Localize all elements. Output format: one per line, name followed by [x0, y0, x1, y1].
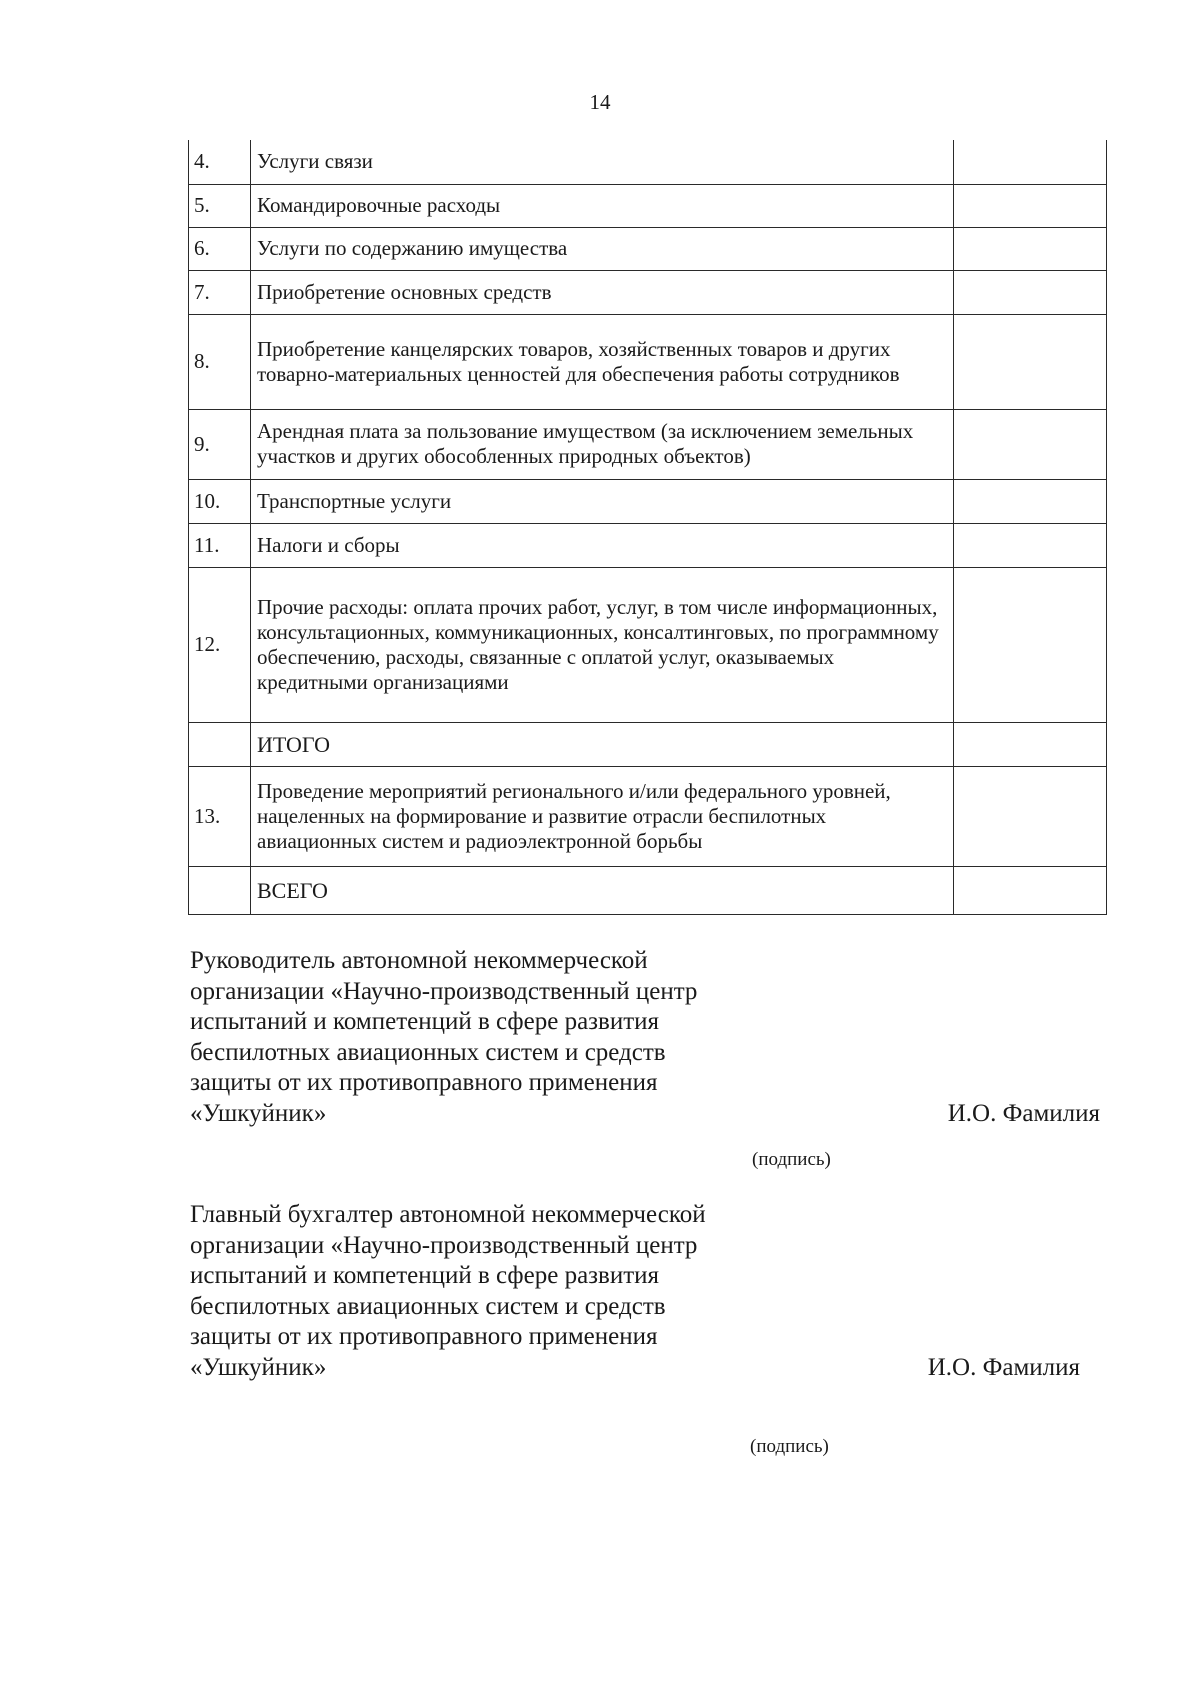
row-number — [189, 866, 251, 914]
accountant-title: Главный бухгалтер автономной некоммерческой организации «Научно-производственный центр испытаний и компетенций в сфере развития беспилотных авиационных систем и средств защиты от их противоправного применения «Ушкуйник» — [190, 1201, 706, 1381]
row-name: Проведение мероприятий регионального и/или федерального уровней, нацеленных на формирование и развитие отрасли беспилотных авиационных систем и радиоэлектронной борьбы — [251, 766, 954, 866]
row-number: 5. — [189, 184, 251, 227]
table-row — [189, 866, 1107, 914]
table-row — [189, 409, 1107, 479]
row-name: Командировочные расходы — [251, 184, 954, 227]
total-label: ИТОГО — [251, 722, 954, 766]
accountant-name: И.О. Фамилия — [927, 1353, 1080, 1381]
row-name: Транспортные услуги — [251, 479, 954, 523]
row-number: 10. — [189, 479, 251, 523]
table-row — [189, 314, 1107, 409]
row-value — [954, 523, 1107, 567]
table-row — [189, 140, 1107, 184]
row-value — [954, 314, 1107, 409]
row-name: Арендная плата за пользование имуществом (за исключением земельных участков и других обособленных природных объектов) — [251, 409, 954, 479]
row-value — [954, 866, 1107, 914]
table-row — [189, 270, 1107, 314]
row-value — [954, 140, 1107, 184]
row-value — [954, 270, 1107, 314]
row-number: 8. — [189, 314, 251, 409]
row-name: Услуги связи — [251, 140, 954, 184]
row-number — [189, 722, 251, 766]
accountant-signature-caption: (подпись) — [750, 1436, 829, 1457]
row-value — [954, 227, 1107, 270]
row-name: Прочие расходы: оплата прочих работ, услуг, в том числе информационных, консультационных, коммуникационных, консалтинговых, по программному обеспечению, расходы, связанные с оплатой услуг, оказываемых кредитными организациями — [251, 567, 954, 722]
table-row — [189, 567, 1107, 722]
accountant-signature-block — [190, 1200, 1100, 1383]
row-value — [954, 409, 1107, 479]
table-row — [189, 479, 1107, 523]
table-row — [189, 227, 1107, 270]
row-name: Приобретение основных средств — [251, 270, 954, 314]
row-number: 12. — [189, 567, 251, 722]
row-value — [954, 567, 1107, 722]
row-name: Налоги и сборы — [251, 523, 954, 567]
row-name: Услуги по содержанию имущества — [251, 227, 954, 270]
row-number: 4. — [189, 140, 251, 184]
row-number: 9. — [189, 409, 251, 479]
row-value — [954, 766, 1107, 866]
grand-total-label: ВСЕГО — [251, 866, 954, 914]
table-row — [189, 184, 1107, 227]
head-signature-caption: (подпись) — [752, 1149, 831, 1170]
head-name: И.О. Фамилия — [947, 1099, 1100, 1127]
expense-table — [188, 140, 1107, 915]
head-title: Руководитель автономной некоммерческой организации «Научно-производственный центр испытаний и компетенций в сфере развития беспилотных авиационных систем и средств защиты от их противоправного применения «Ушкуйник» — [190, 947, 698, 1127]
table-row — [189, 722, 1107, 766]
row-number: 11. — [189, 523, 251, 567]
row-number: 13. — [189, 766, 251, 866]
table-row — [189, 523, 1107, 567]
page-number: 14 — [589, 90, 611, 114]
row-name: Приобретение канцелярских товаров, хозяйственных товаров и других товарно-материальных ценностей для обеспечения работы сотрудников — [251, 314, 954, 409]
row-value — [954, 184, 1107, 227]
row-value — [954, 722, 1107, 766]
head-signature-block — [190, 946, 1100, 1129]
row-number: 7. — [189, 270, 251, 314]
row-value — [954, 479, 1107, 523]
table-row — [189, 766, 1107, 866]
row-number: 6. — [189, 227, 251, 270]
